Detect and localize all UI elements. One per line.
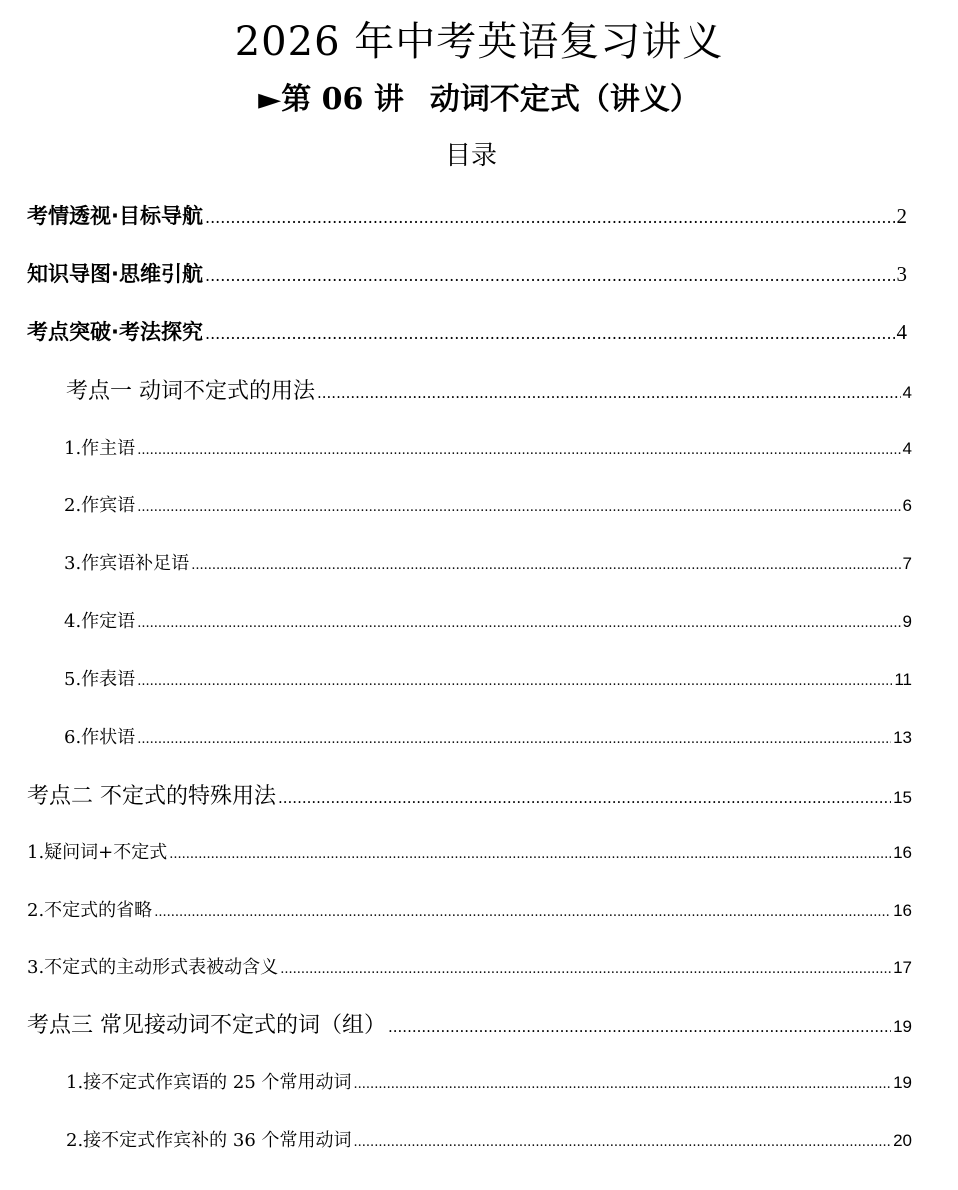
toc-entry-page: 6	[902, 496, 912, 515]
toc-leader-dots	[388, 1018, 891, 1036]
toc-leader-dots	[354, 1077, 892, 1092]
toc-leader-dots	[137, 500, 900, 515]
toc-entry[interactable]	[27, 896, 912, 922]
toc-entry[interactable]	[64, 491, 912, 517]
toc-entry-label: 1.疑问词+不定式	[27, 842, 168, 863]
toc-entry-label: 3.不定式的主动形式表被动含义	[27, 957, 279, 978]
toc-leader-dots	[354, 1135, 892, 1150]
toc-entry-page: 20	[893, 1131, 912, 1150]
toc-entry-page: 4	[902, 439, 912, 458]
toc-entry-page: 15	[893, 788, 912, 807]
toc-entry[interactable]	[64, 549, 912, 575]
toc-entry-label: 考点三 常见接动词不定式的词（组）	[27, 1013, 386, 1038]
toc-entry-label: 1.作主语	[64, 438, 136, 459]
toc-leader-dots	[278, 789, 891, 807]
toc-heading: 目录	[444, 141, 497, 171]
toc-entry[interactable]	[27, 258, 907, 288]
toc-entry[interactable]	[27, 200, 907, 230]
toc-leader-dots	[191, 558, 900, 573]
toc-entry[interactable]	[64, 665, 912, 691]
toc-leader-dots	[169, 847, 891, 862]
toc-entry-label: 考点二 不定式的特殊用法	[27, 784, 276, 809]
toc-entry[interactable]	[66, 1126, 912, 1152]
toc-entry-label: 考点一 动词不定式的用法	[66, 379, 315, 404]
toc-entry-page: 3	[896, 262, 907, 286]
toc-entry-page: 11	[894, 670, 912, 689]
toc-entry-label: 2.作宾语	[64, 495, 136, 516]
toc-entry-label: 6.作状语	[64, 727, 136, 748]
toc-entry-page: 4	[896, 320, 907, 344]
toc-leader-dots	[205, 208, 895, 227]
toc-entry-label: 考情透视·目标导航	[27, 204, 203, 228]
toc-entry[interactable]	[64, 434, 912, 460]
toc-entry[interactable]	[64, 607, 912, 633]
toc-entry-page: 16	[893, 843, 912, 862]
toc-entry-page: 13	[893, 728, 912, 747]
toc-entry-page: 7	[902, 554, 912, 573]
toc-entry[interactable]	[66, 374, 912, 405]
toc-entry-label: 考点突破·考法探究	[27, 320, 203, 344]
toc-leader-dots	[280, 962, 891, 977]
toc-leader-dots	[205, 266, 895, 285]
lecture-topic: 动词不定式（讲义）	[429, 82, 700, 117]
toc-entry-page: 2	[896, 204, 907, 228]
toc-entry-label: 3.作宾语补足语	[64, 553, 190, 574]
toc-entry[interactable]	[27, 316, 907, 346]
toc-entry-page: 4	[902, 383, 912, 402]
document-title: 2026 年中考英语复习讲义	[234, 19, 724, 65]
toc-entry-label: 5.作表语	[64, 669, 136, 690]
toc-entry-page: 9	[902, 612, 912, 631]
toc-leader-dots	[137, 616, 900, 631]
toc-entry[interactable]	[27, 1008, 912, 1039]
toc-entry-page: 19	[893, 1073, 912, 1092]
toc-entry-page: 19	[893, 1017, 912, 1036]
toc-leader-dots	[154, 905, 891, 920]
toc-entry-label: 4.作定语	[64, 611, 136, 632]
toc-entry-label: 知识导图·思维引航	[27, 262, 203, 286]
toc-entry-label: 1.接不定式作宾语的 25 个常用动词	[66, 1072, 352, 1093]
toc-entry[interactable]	[27, 953, 912, 979]
toc-entry[interactable]	[64, 723, 912, 749]
toc-entry-page: 16	[893, 901, 912, 920]
toc-leader-dots	[137, 443, 900, 458]
lecture-number: ►第 06 讲	[258, 82, 404, 117]
toc-leader-dots	[137, 674, 892, 689]
toc-leader-dots	[137, 732, 891, 747]
toc-entry-page: 17	[893, 958, 912, 977]
toc-leader-dots	[205, 324, 895, 343]
toc-entry[interactable]	[66, 1068, 912, 1094]
lecture-subtitle	[0, 80, 958, 120]
toc-entry[interactable]	[27, 838, 912, 864]
toc-entry[interactable]	[27, 779, 912, 810]
toc-entry-label: 2.不定式的省略	[27, 900, 153, 921]
toc-entry-label: 2.接不定式作宾补的 36 个常用动词	[66, 1130, 352, 1151]
toc-leader-dots	[317, 384, 901, 402]
